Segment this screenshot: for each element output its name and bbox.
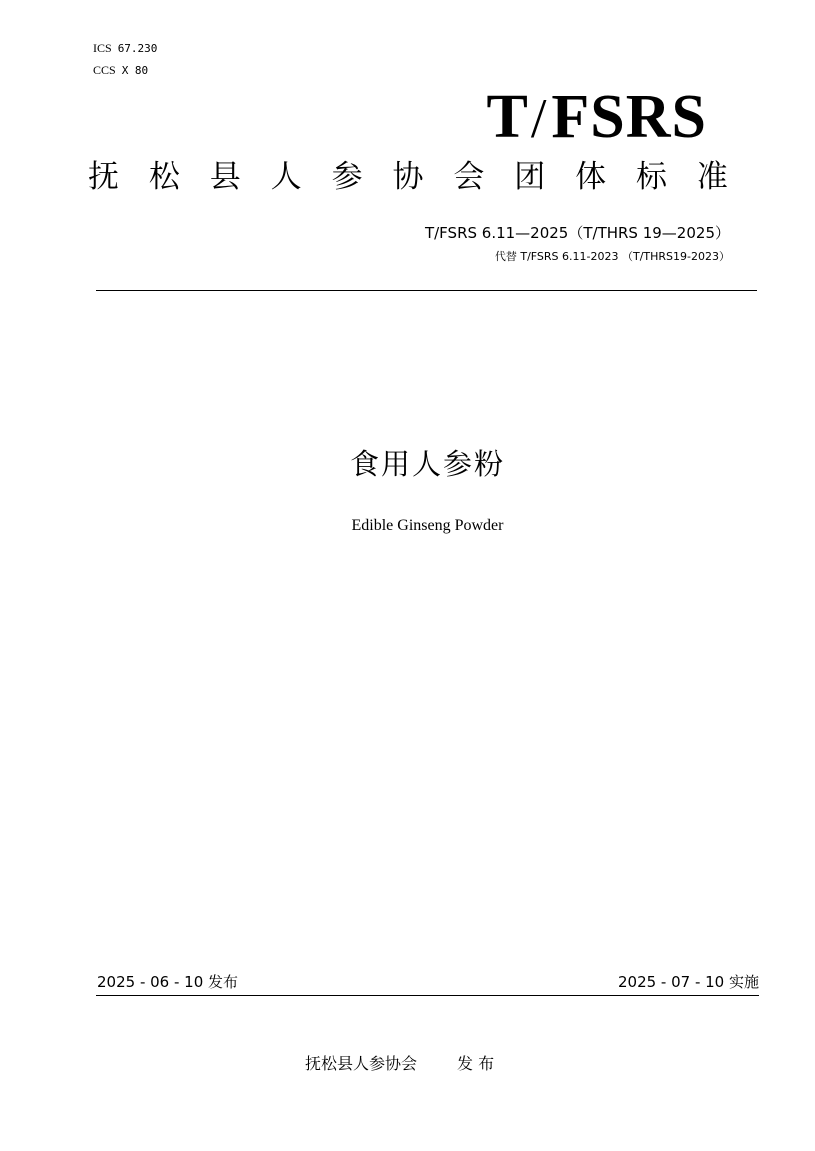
publish-date: 2025 - 06 - 10 发布 [97,973,239,991]
replaces-note: 代替 T/FSRS 6.11-2023 （T/THRS19-2023） [494,250,730,263]
issuer-line [305,1053,494,1075]
issuer-action: 发 布 [457,1054,495,1073]
org-title-char: 抚 [88,159,119,195]
standard-logo [486,82,707,154]
header-divider [96,290,757,291]
ics-line [93,41,157,56]
org-title-char: 团 [514,159,546,195]
english-title: Edible Ginseng Powder [351,517,504,534]
chinese-title: 食用人参粉 [349,447,505,481]
logo-slash: / [530,88,548,150]
organization-title [88,156,728,198]
standard-number: T/FSRS 6.11—2025（T/THRS 19—2025） [424,224,730,242]
org-title-char: 协 [392,159,424,195]
implement-date: 2025 - 07 - 10 实施 [617,973,759,991]
org-title-char: 会 [453,159,485,195]
org-title-char: 准 [696,159,728,195]
ccs-line [93,63,148,78]
ccs-label: CCS [93,63,116,77]
org-title-char: 体 [575,159,607,195]
footer-divider [96,995,759,996]
ics-label: ICS [93,41,112,55]
issuer-name: 抚松县人参协会 [305,1054,418,1073]
org-title-char: 参 [331,159,363,195]
org-title-char: 松 [148,159,180,195]
org-title-char: 人 [270,159,302,195]
logo-code: FSRS [551,83,707,151]
ics-value: 67.230 [117,42,158,55]
org-title-char: 标 [636,159,668,195]
logo-prefix: T [486,83,529,151]
ccs-value: X 80 [121,64,149,77]
org-title-char: 县 [209,159,241,195]
